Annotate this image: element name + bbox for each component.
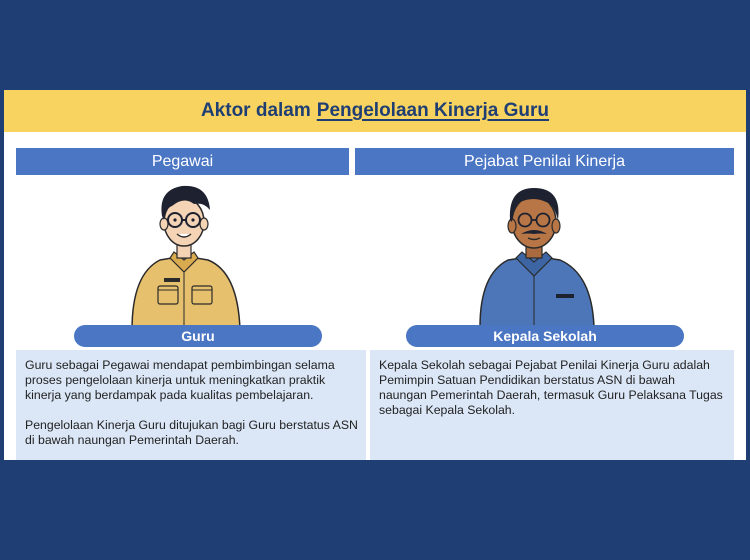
content-panel: [4, 90, 746, 460]
description-pejabat-penilai: [370, 350, 734, 460]
paragraph: Kepala Sekolah sebagai Pejabat Penilai Kinerja Guru adalah Pemimpin Satuan Pendidikan berstatus ASN di bawah naungan Pemerintah Daerah, termasuk Guru Pelaksana Tugas sebagai Kepala Sekolah.: [379, 358, 723, 417]
role-label-guru: Guru: [74, 325, 322, 347]
header-pegawai: Pegawai: [16, 148, 349, 175]
header-pejabat-penilai: Pejabat Penilai Kinerja: [355, 148, 734, 175]
title-underlined: Pengelolaan Kinerja Guru: [316, 100, 550, 121]
title-prefix: Aktor dalam: [200, 100, 311, 121]
paragraph: Guru sebagai Pegawai mendapat pembimbingan selama proses pengelolaan kinerja untuk meningkatkan praktik kinerja yang berdampak pada kualitas pembelajaran.: [25, 358, 335, 402]
description-pegawai: [16, 350, 366, 460]
page-title: [4, 90, 746, 132]
role-label-kepala-sekolah: Kepala Sekolah: [406, 325, 684, 347]
principal-illustration: [474, 182, 604, 327]
paragraph: Pengelolaan Kinerja Guru ditujukan bagi Guru berstatus ASN di bawah naungan Pemerintah Daerah.: [25, 418, 358, 447]
teacher-illustration: [124, 180, 254, 330]
